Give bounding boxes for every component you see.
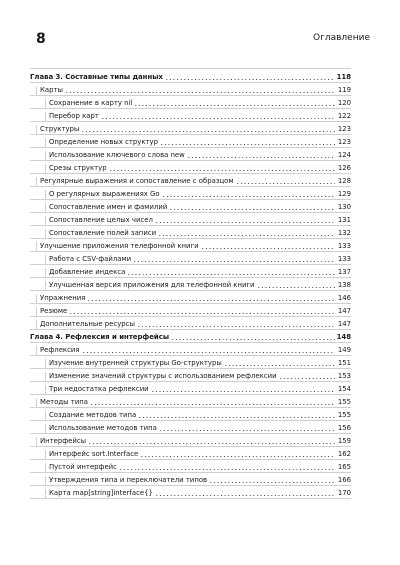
toc-subsection-entry[interactable] — [30, 212, 351, 225]
toc-entry-page: 151 — [337, 359, 351, 368]
dot-leader — [187, 157, 335, 158]
toc-subsection-entry[interactable] — [30, 446, 351, 459]
dot-leader — [101, 118, 335, 119]
toc-subsection-entry[interactable] — [30, 186, 351, 199]
dot-leader — [140, 456, 335, 457]
dot-leader — [165, 79, 335, 80]
toc-entry-title: Определение новых структур — [45, 138, 158, 147]
toc-entry-title: Интерфейсы — [36, 437, 86, 446]
toc-entry-title: Рефлексия — [36, 346, 80, 355]
toc-entry-title: Сохранение в карту nil — [45, 99, 132, 108]
toc-entry-page: 124 — [337, 150, 351, 159]
toc-entry-page: 155 — [337, 398, 351, 407]
dot-leader — [155, 222, 335, 223]
toc-entry-title: Изменение значений структуры с использованием рефлексии — [45, 372, 277, 381]
toc-entry-title: Улучшенная версия приложения для телефонной книги — [45, 281, 255, 290]
toc-subsection-entry[interactable] — [30, 225, 351, 238]
toc-entry-title: Три недостатка рефлексии — [45, 385, 149, 394]
toc-subsection-entry[interactable] — [30, 355, 351, 368]
toc-subsection-entry[interactable] — [30, 407, 351, 420]
section-title: Оглавление — [313, 33, 370, 43]
dot-leader — [134, 105, 335, 106]
dot-leader — [158, 235, 335, 236]
toc-subsection-entry[interactable] — [30, 251, 351, 264]
page-header — [36, 31, 370, 49]
toc-subsection-entry[interactable] — [30, 368, 351, 381]
toc-entry-title: Методы типа — [36, 398, 88, 407]
toc-entry-title: Дополнительные ресурсы — [36, 320, 135, 329]
dot-leader — [127, 274, 335, 275]
toc-subsection-entry[interactable] — [30, 199, 351, 212]
dot-leader — [119, 469, 335, 470]
dot-leader — [109, 170, 335, 171]
toc-entry-title: Пустой интерфейс — [45, 463, 117, 472]
toc-entry-title: Интерфейс sort.Interface — [45, 450, 138, 459]
dot-leader — [69, 313, 335, 314]
toc-entry-title: Использование ключевого слова new — [45, 151, 185, 160]
toc-subsection-entry[interactable] — [30, 472, 351, 485]
toc-subsection-entry[interactable] — [30, 264, 351, 277]
dot-leader — [162, 196, 335, 197]
dot-leader — [151, 391, 335, 392]
dot-leader — [87, 300, 335, 301]
dot-leader — [90, 404, 335, 405]
toc-entry-title: Регулярные выражения и сопоставление с образцом — [36, 177, 234, 186]
toc-entry-page: 159 — [337, 437, 351, 446]
toc-entry-title: О регулярных выражениях Go — [45, 190, 160, 199]
toc-entry-page: 147 — [337, 306, 351, 315]
toc-chapter-entry[interactable] — [30, 330, 351, 343]
toc-entry-page: 123 — [337, 137, 351, 146]
toc-entry-title: Изучение внутренней структуры Go-структуры — [45, 359, 222, 368]
toc-entry-page: 122 — [337, 111, 351, 120]
dot-leader — [169, 209, 335, 210]
toc-subsection-entry[interactable] — [30, 420, 351, 433]
toc-entry-title: Использование методов типа — [45, 424, 157, 433]
toc-section-entry[interactable] — [30, 238, 351, 251]
toc-entry-page: 130 — [337, 202, 351, 211]
toc-entry-page: 148 — [336, 333, 351, 342]
toc-entry-title: Добавление индекса — [45, 268, 125, 277]
toc-entry-title: Резюме — [36, 307, 67, 316]
dot-leader — [171, 339, 335, 340]
dot-leader — [133, 261, 335, 262]
toc-entry-title: Утверждения типа и переключатели типов — [45, 476, 207, 485]
toc-entry-page: 126 — [337, 163, 351, 172]
toc-entry-title: Упражнения — [36, 294, 85, 303]
toc-entry-page: 155 — [337, 411, 351, 420]
toc-entry-page: 165 — [337, 463, 351, 472]
toc-entry-page: 137 — [337, 267, 351, 276]
toc-section-entry[interactable] — [30, 342, 351, 355]
toc-subsection-entry[interactable] — [30, 485, 351, 498]
dot-leader — [137, 326, 335, 327]
toc-entry-page: 149 — [337, 346, 351, 355]
toc-entry-page: 146 — [337, 293, 351, 302]
toc-entry-page: 129 — [337, 189, 351, 198]
toc-entry-title: Карта map[string]interface{} — [45, 489, 153, 498]
toc-subsection-entry[interactable] — [30, 160, 351, 173]
dot-leader — [160, 144, 335, 145]
dot-leader — [155, 495, 335, 496]
dot-leader — [159, 430, 335, 431]
dot-leader — [65, 92, 335, 93]
dot-leader — [88, 443, 335, 444]
dot-leader — [224, 365, 335, 366]
toc-subsection-entry[interactable] — [30, 381, 351, 394]
toc-entry-page: 156 — [337, 424, 351, 433]
toc-chapter-entry[interactable] — [30, 69, 351, 82]
toc-entry-page: 123 — [337, 124, 351, 133]
toc-entry-page: 170 — [337, 489, 351, 498]
toc-entry-title: Срезы структур — [45, 164, 107, 173]
toc-entry-page: 119 — [337, 85, 351, 94]
toc-subsection-entry[interactable] — [30, 108, 351, 121]
toc-section-entry[interactable] — [30, 316, 351, 329]
toc-chapter-group — [30, 329, 351, 500]
toc-entry-page: 132 — [337, 228, 351, 237]
toc-chapter-group — [30, 68, 351, 329]
toc-entry-page: 131 — [337, 215, 351, 224]
toc-entry-page: 153 — [337, 372, 351, 381]
toc-section-entry[interactable] — [30, 433, 351, 446]
toc-entry-title: Улучшение приложения телефонной книги — [36, 242, 199, 251]
page-number: 8 — [36, 31, 46, 47]
dot-leader — [257, 287, 335, 288]
toc-entry-page: 138 — [337, 280, 351, 289]
toc-entry-page: 118 — [336, 72, 351, 81]
toc-entry-page: 133 — [337, 241, 351, 250]
toc-subsection-entry[interactable] — [30, 95, 351, 108]
toc-section-entry[interactable] — [30, 173, 351, 186]
toc-entry-title: Сопоставление целых чисел — [45, 216, 153, 225]
toc-section-entry[interactable] — [30, 303, 351, 316]
toc-subsection-entry[interactable] — [30, 459, 351, 472]
toc-entry-page: 154 — [337, 385, 351, 394]
toc-entry-page: 162 — [337, 450, 351, 459]
toc-subsection-entry[interactable] — [30, 134, 351, 147]
toc-entry-page: 120 — [337, 98, 351, 107]
toc-subsection-entry[interactable] — [30, 147, 351, 160]
toc-entry-title: Карты — [36, 86, 63, 95]
dot-leader — [236, 183, 335, 184]
table-of-contents — [30, 68, 351, 499]
toc-section-entry[interactable] — [30, 290, 351, 303]
toc-section-entry[interactable] — [30, 394, 351, 407]
dot-leader — [279, 378, 335, 379]
toc-section-entry[interactable] — [30, 82, 351, 95]
toc-entry-page: 133 — [337, 254, 351, 263]
dot-leader — [81, 131, 335, 132]
toc-entry-title: Перебор карт — [45, 112, 99, 121]
toc-entry-page: 128 — [337, 176, 351, 185]
toc-entry-title: Сопоставление имен и фамилий — [45, 203, 167, 212]
toc-entry-page: 166 — [337, 476, 351, 485]
toc-entry-title: Глава 3. Составные типы данных — [30, 72, 163, 81]
toc-entry-title: Глава 4. Рефлексия и интерфейсы — [30, 333, 170, 342]
toc-section-entry[interactable] — [30, 121, 351, 134]
toc-entry-title: Создание методов типа — [45, 411, 136, 420]
toc-entry-page: 147 — [337, 319, 351, 328]
toc-entry-title: Работа с CSV-файлами — [45, 255, 131, 264]
dot-leader — [209, 482, 335, 483]
toc-subsection-entry[interactable] — [30, 277, 351, 290]
toc-entry-title: Структуры — [36, 125, 79, 134]
dot-leader — [201, 248, 335, 249]
toc-entry-title: Сопоставление полей записи — [45, 229, 156, 238]
dot-leader — [138, 417, 335, 418]
dot-leader — [82, 352, 335, 353]
